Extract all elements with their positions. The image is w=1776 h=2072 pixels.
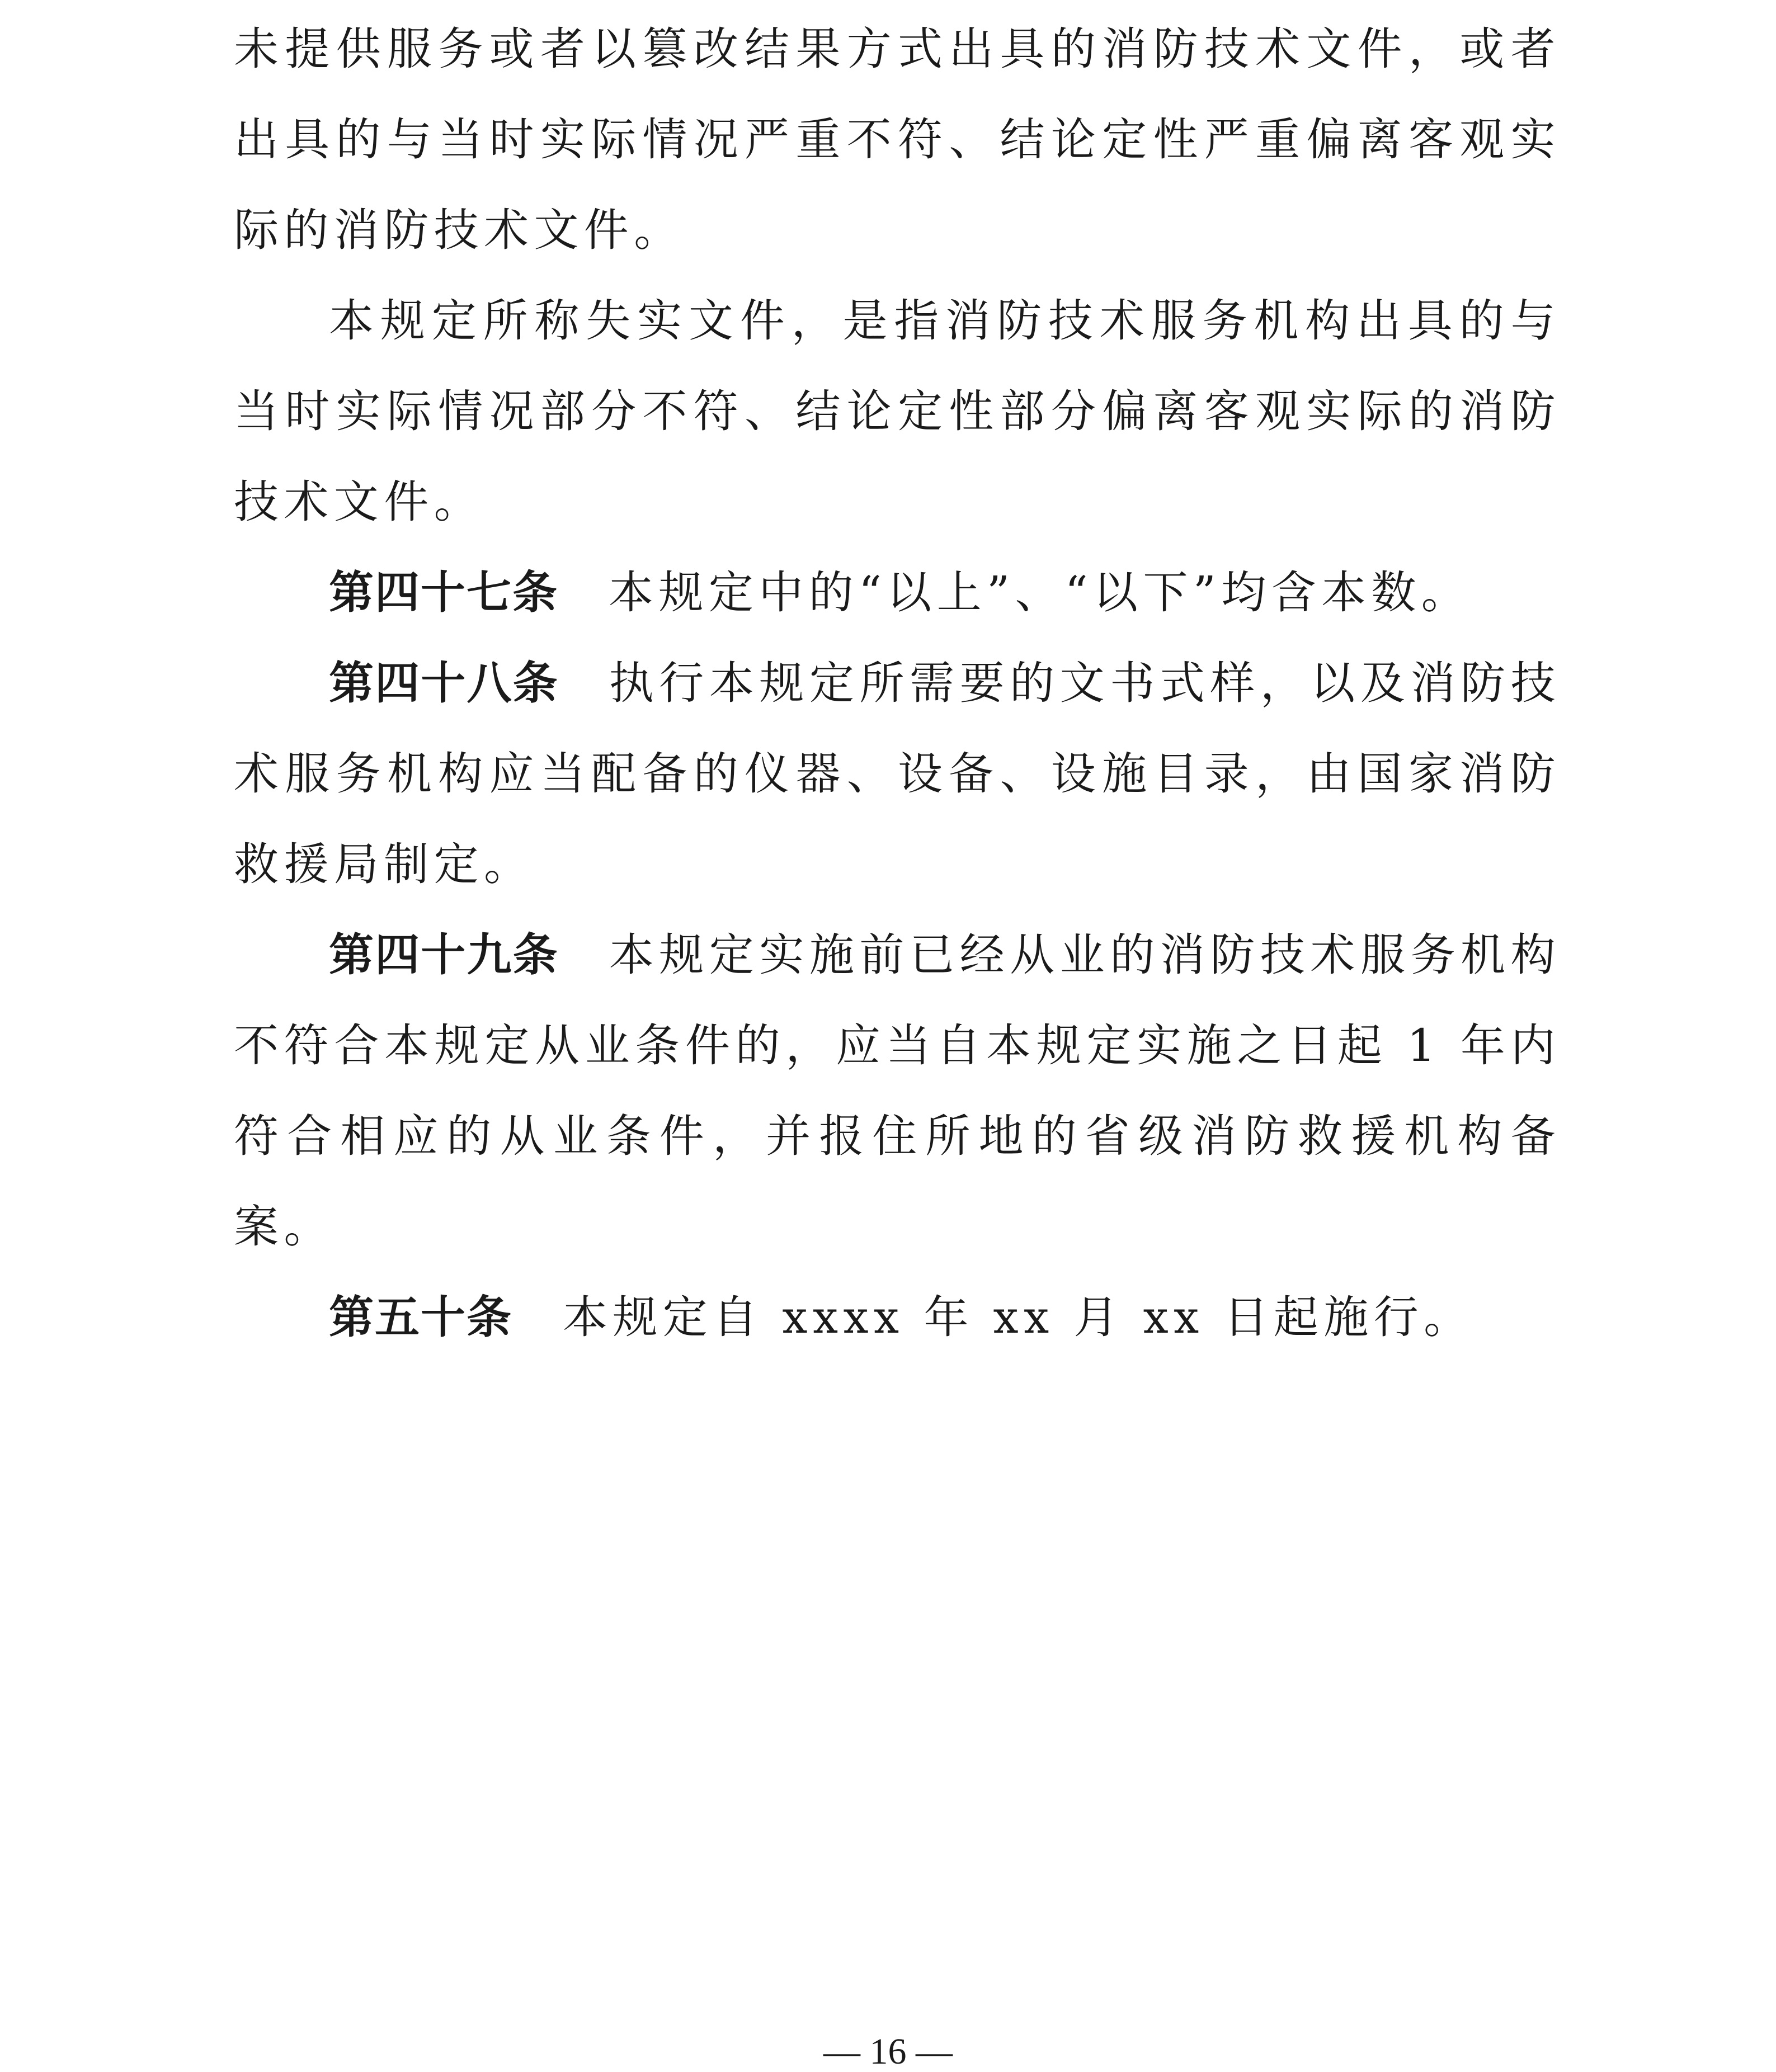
- article-text: 本规定实施前已经从业的消防技术服务机构不符合本规定从业条件的，应当自本规定实施之日起 1 年内符合相应的从业条件，并报住所地的省级消防救援机构备案。: [234, 929, 1561, 1253]
- article-49: [234, 910, 1561, 1272]
- paragraph-continuation: 未提供服务或者以篡改结果方式出具的消防技术文件，或者出具的与当时实际情况严重不符、结论定性严重偏离客观实际的消防技术文件。: [234, 23, 1561, 256]
- article-number: 第四十七条: [329, 567, 558, 619]
- article-text: 本规定中的“以上”、“以下”均含本数。: [609, 567, 1472, 619]
- paragraph-false-document-definition: 本规定所称失实文件，是指消防技术服务机构出具的与当时实际情况部分不符、结论定性部分偏离客观实际的消防技术文件。: [234, 295, 1561, 528]
- document-page: [234, 0, 1561, 1363]
- article-number: 第四十八条: [329, 657, 559, 709]
- article-text: 执行本规定所需要的文书式样，以及消防技术服务机构应当配备的仪器、设备、设施目录，由国家消防救援局制定。: [234, 657, 1561, 890]
- article-50: [234, 1272, 1561, 1363]
- article-text: 本规定自 xxxx 年 xx 月 xx 日起施行。: [563, 1291, 1474, 1343]
- article-number: 第五十条: [329, 1291, 512, 1343]
- article-48: [234, 638, 1561, 910]
- article-number: 第四十九条: [329, 929, 559, 981]
- page-number: — 16 —: [823, 2031, 953, 2072]
- article-47: [234, 548, 1561, 638]
